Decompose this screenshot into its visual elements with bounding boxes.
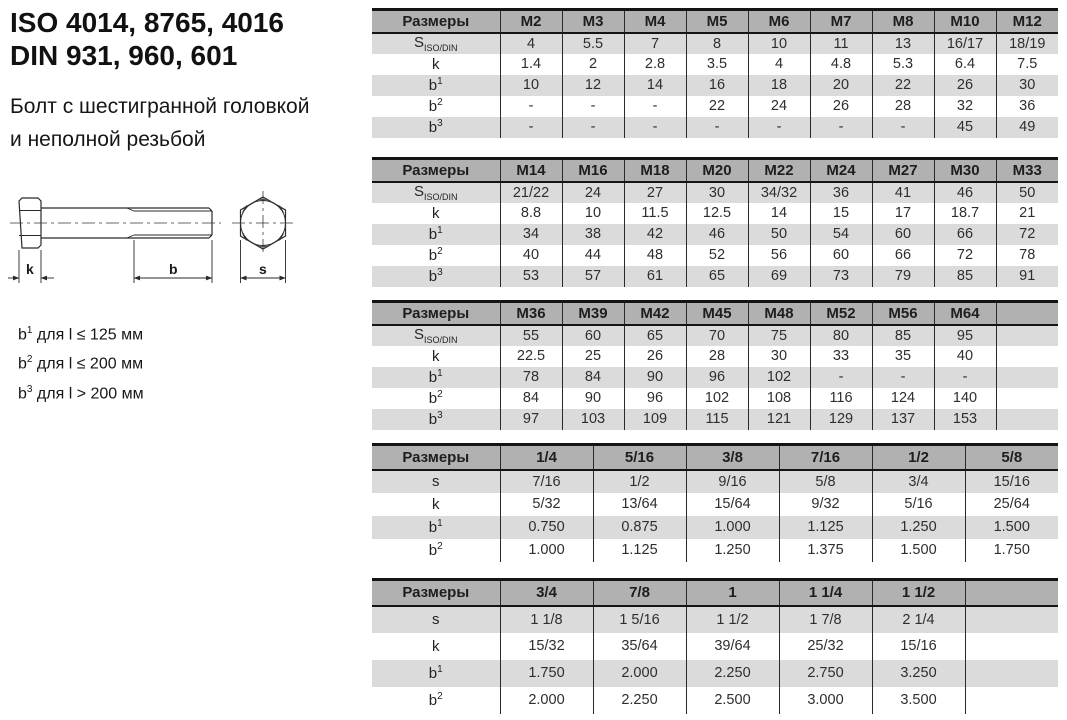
value-cell: 14	[624, 75, 686, 96]
value-cell: 18	[748, 75, 810, 96]
column-header: M24	[810, 159, 872, 182]
dim-k	[8, 250, 54, 283]
value-cell: 1.000	[686, 516, 779, 539]
table-corner-header: Размеры	[372, 302, 500, 325]
row-label: $b^1$	[372, 75, 500, 96]
row-label: k	[372, 633, 500, 660]
column-header: M6	[748, 10, 810, 33]
value-cell: 5/32	[500, 493, 593, 516]
value-cell: 15/64	[686, 493, 779, 516]
value-cell: 2.000	[593, 660, 686, 687]
column-header: M5	[686, 10, 748, 33]
table-row	[372, 660, 1058, 687]
value-cell: 27	[624, 182, 686, 203]
column-header: 1/2	[872, 445, 965, 470]
value-cell: 11	[810, 33, 872, 54]
value-cell: 4	[748, 54, 810, 75]
value-cell: 66	[872, 245, 934, 266]
column-header: M18	[624, 159, 686, 182]
value-cell: 116	[810, 388, 872, 409]
page-subtitle	[10, 90, 309, 156]
value-cell: 80	[810, 325, 872, 346]
column-header: 1 1/2	[872, 580, 965, 606]
value-cell: 5.5	[562, 33, 624, 54]
value-cell: 3/4	[872, 470, 965, 493]
value-cell: -	[686, 117, 748, 138]
empty-cell	[996, 367, 1058, 388]
value-cell: 153	[934, 409, 996, 430]
value-cell: 2.750	[779, 660, 872, 687]
value-cell: 1.125	[593, 539, 686, 562]
value-cell: 22	[686, 96, 748, 117]
value-cell: 91	[996, 266, 1058, 287]
value-cell: 60	[562, 325, 624, 346]
value-cell: 7.5	[996, 54, 1058, 75]
value-cell: 1.125	[779, 516, 872, 539]
value-cell: 32	[934, 96, 996, 117]
value-cell: 15	[810, 203, 872, 224]
value-cell: 24	[562, 182, 624, 203]
value-cell: 8	[686, 33, 748, 54]
value-cell: 15/32	[500, 633, 593, 660]
row-label: $b^2$	[372, 245, 500, 266]
value-cell: 56	[748, 245, 810, 266]
value-cell: 78	[500, 367, 562, 388]
row-label: $S_{ISO/DIN}$	[372, 325, 500, 346]
note-b1: $b^1$ для l ≤ 125 мм	[18, 325, 144, 344]
value-cell: -	[810, 117, 872, 138]
row-label: $b^2$	[372, 539, 500, 562]
value-cell: 75	[748, 325, 810, 346]
empty-cell	[996, 409, 1058, 430]
value-cell: 10	[562, 203, 624, 224]
value-cell: 13/64	[593, 493, 686, 516]
table-row	[372, 266, 1058, 287]
table-row	[372, 539, 1058, 562]
value-cell: 102	[686, 388, 748, 409]
bolt-drawing-svg	[8, 186, 310, 290]
value-cell: 3.5	[686, 54, 748, 75]
title-iso-line: ISO 4014, 8765, 4016	[10, 7, 284, 38]
value-cell: 42	[624, 224, 686, 245]
value-cell: 25/32	[779, 633, 872, 660]
value-cell: 41	[872, 182, 934, 203]
value-cell: 7	[624, 33, 686, 54]
table-corner-header: Размеры	[372, 10, 500, 33]
column-header: 7/16	[779, 445, 872, 470]
table-row	[372, 33, 1058, 54]
value-cell: 34/32	[748, 182, 810, 203]
value-cell: 1.000	[500, 539, 593, 562]
table-row	[372, 516, 1058, 539]
metric-table-m36-m64	[372, 300, 1058, 430]
value-cell: 50	[996, 182, 1058, 203]
row-label: k	[372, 346, 500, 367]
table-corner-header: Размеры	[372, 445, 500, 470]
value-cell: 0.750	[500, 516, 593, 539]
dim-b-label: b	[169, 261, 178, 277]
value-cell: 108	[748, 388, 810, 409]
value-cell: 53	[500, 266, 562, 287]
value-cell: -	[624, 96, 686, 117]
value-cell: 25	[562, 346, 624, 367]
column-header: 1	[686, 580, 779, 606]
metric-table-m2-m12	[372, 8, 1058, 138]
value-cell: 70	[686, 325, 748, 346]
column-header: M56	[872, 302, 934, 325]
value-cell: 24	[748, 96, 810, 117]
bolt-drawing	[8, 186, 310, 290]
value-cell: 28	[872, 96, 934, 117]
value-cell: 2.8	[624, 54, 686, 75]
table-row	[372, 367, 1058, 388]
value-cell: 25/64	[965, 493, 1058, 516]
row-label: $b^3$	[372, 266, 500, 287]
value-cell: 79	[872, 266, 934, 287]
value-cell: 40	[500, 245, 562, 266]
value-cell: 2	[562, 54, 624, 75]
column-header: 3/4	[500, 580, 593, 606]
value-cell: 1.500	[872, 539, 965, 562]
value-cell: 2.250	[686, 660, 779, 687]
value-cell: 11.5	[624, 203, 686, 224]
value-cell: 65	[624, 325, 686, 346]
row-label: $S_{ISO/DIN}$	[372, 33, 500, 54]
column-header: M64	[934, 302, 996, 325]
column-header: M22	[748, 159, 810, 182]
value-cell: 10	[748, 33, 810, 54]
table-row	[372, 346, 1058, 367]
value-cell: 14	[748, 203, 810, 224]
imperial-table-34-112	[372, 578, 1058, 714]
value-cell: 140	[934, 388, 996, 409]
value-cell: 3.500	[872, 687, 965, 714]
value-cell: 3.000	[779, 687, 872, 714]
table-corner-header: Размеры	[372, 159, 500, 182]
column-header: 1/4	[500, 445, 593, 470]
value-cell: 40	[934, 346, 996, 367]
value-cell: 90	[624, 367, 686, 388]
table-row	[372, 54, 1058, 75]
value-cell: -	[500, 117, 562, 138]
table-row	[372, 493, 1058, 516]
value-cell: -	[624, 117, 686, 138]
value-cell: -	[562, 117, 624, 138]
table-row	[372, 470, 1058, 493]
value-cell: 97	[500, 409, 562, 430]
value-cell: 109	[624, 409, 686, 430]
value-cell: 50	[748, 224, 810, 245]
value-cell: 57	[562, 266, 624, 287]
value-cell: 4	[500, 33, 562, 54]
value-cell: 17	[872, 203, 934, 224]
value-cell: 9/16	[686, 470, 779, 493]
value-cell: 66	[934, 224, 996, 245]
bolt-end-view	[232, 191, 294, 255]
row-label: s	[372, 470, 500, 493]
empty-column-header	[996, 302, 1058, 325]
page-title	[10, 6, 284, 72]
value-cell: 20	[810, 75, 872, 96]
value-cell: 12.5	[686, 203, 748, 224]
value-cell: 1.4	[500, 54, 562, 75]
value-cell: 6.4	[934, 54, 996, 75]
value-cell: 78	[996, 245, 1058, 266]
row-label: $b^3$	[372, 409, 500, 430]
value-cell: 55	[500, 325, 562, 346]
value-cell: -	[872, 117, 934, 138]
note-b2: $b^2$ для l ≤ 200 мм	[18, 354, 144, 373]
value-cell: 1/2	[593, 470, 686, 493]
subtitle-line-1: Болт с шестигранной головкой	[10, 95, 310, 118]
value-cell: 15/16	[965, 470, 1058, 493]
value-cell: 38	[562, 224, 624, 245]
column-header: M30	[934, 159, 996, 182]
value-cell: 2 1/4	[872, 606, 965, 633]
thread-length-notes	[18, 318, 144, 406]
value-cell: 16/17	[934, 33, 996, 54]
value-cell: 85	[872, 325, 934, 346]
row-label: $b^1$	[372, 516, 500, 539]
table-row	[372, 409, 1058, 430]
value-cell: 26	[624, 346, 686, 367]
table-row	[372, 606, 1058, 633]
value-cell: -	[562, 96, 624, 117]
empty-cell	[996, 325, 1058, 346]
value-cell: 21/22	[500, 182, 562, 203]
value-cell: 115	[686, 409, 748, 430]
value-cell: 5/16	[872, 493, 965, 516]
value-cell: 36	[996, 96, 1058, 117]
value-cell: 35/64	[593, 633, 686, 660]
value-cell: 26	[934, 75, 996, 96]
imperial-table-quarter-58	[372, 443, 1058, 562]
column-header: 3/8	[686, 445, 779, 470]
value-cell: 7/16	[500, 470, 593, 493]
bolt-side-view	[10, 198, 221, 248]
column-header: M39	[562, 302, 624, 325]
value-cell: 30	[996, 75, 1058, 96]
value-cell: 137	[872, 409, 934, 430]
value-cell: -	[810, 367, 872, 388]
row-label: k	[372, 54, 500, 75]
value-cell: 44	[562, 245, 624, 266]
value-cell: 13	[872, 33, 934, 54]
value-cell: 124	[872, 388, 934, 409]
column-header: M4	[624, 10, 686, 33]
column-header: M10	[934, 10, 996, 33]
row-label: $b^2$	[372, 687, 500, 714]
value-cell: 34	[500, 224, 562, 245]
table-row	[372, 96, 1058, 117]
column-header: M33	[996, 159, 1058, 182]
table-row	[372, 687, 1058, 714]
value-cell: 18.7	[934, 203, 996, 224]
value-cell: 4.8	[810, 54, 872, 75]
column-header: 7/8	[593, 580, 686, 606]
dim-k-label: k	[26, 261, 34, 277]
dim-s-label: s	[259, 261, 267, 277]
value-cell: 16	[686, 75, 748, 96]
column-header: M8	[872, 10, 934, 33]
value-cell: 1.750	[965, 539, 1058, 562]
value-cell: 1.750	[500, 660, 593, 687]
value-cell: 1.500	[965, 516, 1058, 539]
value-cell: 21	[996, 203, 1058, 224]
value-cell: -	[934, 367, 996, 388]
row-label: $b^2$	[372, 96, 500, 117]
value-cell: 96	[624, 388, 686, 409]
value-cell: 5/8	[779, 470, 872, 493]
value-cell: 85	[934, 266, 996, 287]
metric-table-m14-m33	[372, 157, 1058, 287]
value-cell: 12	[562, 75, 624, 96]
value-cell: 1 1/2	[686, 606, 779, 633]
value-cell: -	[500, 96, 562, 117]
value-cell: 48	[624, 245, 686, 266]
value-cell: 95	[934, 325, 996, 346]
value-cell: 2.250	[593, 687, 686, 714]
column-header: M20	[686, 159, 748, 182]
value-cell: 1.250	[872, 516, 965, 539]
value-cell: 72	[996, 224, 1058, 245]
empty-cell	[996, 346, 1058, 367]
empty-cell	[965, 633, 1058, 660]
table-row	[372, 245, 1058, 266]
row-label: $b^1$	[372, 660, 500, 687]
value-cell: 30	[686, 182, 748, 203]
value-cell: 2.500	[686, 687, 779, 714]
value-cell: 90	[562, 388, 624, 409]
title-din-line: DIN 931, 960, 601	[10, 40, 238, 71]
value-cell: 1.250	[686, 539, 779, 562]
value-cell: 33	[810, 346, 872, 367]
value-cell: 36	[810, 182, 872, 203]
row-label: $b^2$	[372, 388, 500, 409]
value-cell: 1 5/16	[593, 606, 686, 633]
column-header: M7	[810, 10, 872, 33]
value-cell: 15/16	[872, 633, 965, 660]
value-cell: 103	[562, 409, 624, 430]
value-cell: 60	[810, 245, 872, 266]
value-cell: 18/19	[996, 33, 1058, 54]
value-cell: 73	[810, 266, 872, 287]
value-cell: 30	[748, 346, 810, 367]
column-header: M2	[500, 10, 562, 33]
column-header: M42	[624, 302, 686, 325]
table-row	[372, 633, 1058, 660]
table-row	[372, 203, 1058, 224]
value-cell: 1 7/8	[779, 606, 872, 633]
value-cell: 1.375	[779, 539, 872, 562]
value-cell: 121	[748, 409, 810, 430]
value-cell: 22	[872, 75, 934, 96]
value-cell: 54	[810, 224, 872, 245]
value-cell: 60	[872, 224, 934, 245]
value-cell: 102	[748, 367, 810, 388]
table-row	[372, 325, 1058, 346]
value-cell: 72	[934, 245, 996, 266]
value-cell: 61	[624, 266, 686, 287]
row-label: $b^1$	[372, 224, 500, 245]
value-cell: 1 1/8	[500, 606, 593, 633]
value-cell: 10	[500, 75, 562, 96]
table-row	[372, 182, 1058, 203]
value-cell: 129	[810, 409, 872, 430]
row-label: $b^3$	[372, 117, 500, 138]
value-cell: -	[872, 367, 934, 388]
row-label: k	[372, 493, 500, 516]
column-header: M36	[500, 302, 562, 325]
value-cell: 84	[562, 367, 624, 388]
row-label: $b^1$	[372, 367, 500, 388]
column-header: M27	[872, 159, 934, 182]
value-cell: 2.000	[500, 687, 593, 714]
row-label: $S_{ISO/DIN}$	[372, 182, 500, 203]
value-cell: 39/64	[686, 633, 779, 660]
column-header: M3	[562, 10, 624, 33]
column-header: M48	[748, 302, 810, 325]
column-header: 1 1/4	[779, 580, 872, 606]
value-cell: 8.8	[500, 203, 562, 224]
dim-b	[134, 240, 212, 283]
table-row	[372, 388, 1058, 409]
empty-cell	[965, 687, 1058, 714]
column-header: M16	[562, 159, 624, 182]
column-header: 5/8	[965, 445, 1058, 470]
value-cell: 84	[500, 388, 562, 409]
table-row	[372, 224, 1058, 245]
row-label: s	[372, 606, 500, 633]
value-cell: 0.875	[593, 516, 686, 539]
value-cell: 46	[934, 182, 996, 203]
value-cell: 28	[686, 346, 748, 367]
empty-cell	[965, 660, 1058, 687]
value-cell: -	[748, 117, 810, 138]
empty-cell	[996, 388, 1058, 409]
table-corner-header: Размеры	[372, 580, 500, 606]
value-cell: 52	[686, 245, 748, 266]
value-cell: 5.3	[872, 54, 934, 75]
row-label: k	[372, 203, 500, 224]
value-cell: 9/32	[779, 493, 872, 516]
value-cell: 65	[686, 266, 748, 287]
value-cell: 46	[686, 224, 748, 245]
column-header: M45	[686, 302, 748, 325]
table-row	[372, 75, 1058, 96]
empty-column-header	[965, 580, 1058, 606]
empty-cell	[965, 606, 1058, 633]
column-header: M14	[500, 159, 562, 182]
value-cell: 49	[996, 117, 1058, 138]
value-cell: 35	[872, 346, 934, 367]
subtitle-line-2: и неполной резьбой	[10, 128, 206, 151]
column-header: M12	[996, 10, 1058, 33]
value-cell: 22.5	[500, 346, 562, 367]
value-cell: 3.250	[872, 660, 965, 687]
column-header: M52	[810, 302, 872, 325]
note-b3: $b^3$ для l > 200 мм	[18, 383, 144, 402]
value-cell: 96	[686, 367, 748, 388]
value-cell: 69	[748, 266, 810, 287]
value-cell: 26	[810, 96, 872, 117]
table-row	[372, 117, 1058, 138]
column-header: 5/16	[593, 445, 686, 470]
value-cell: 45	[934, 117, 996, 138]
